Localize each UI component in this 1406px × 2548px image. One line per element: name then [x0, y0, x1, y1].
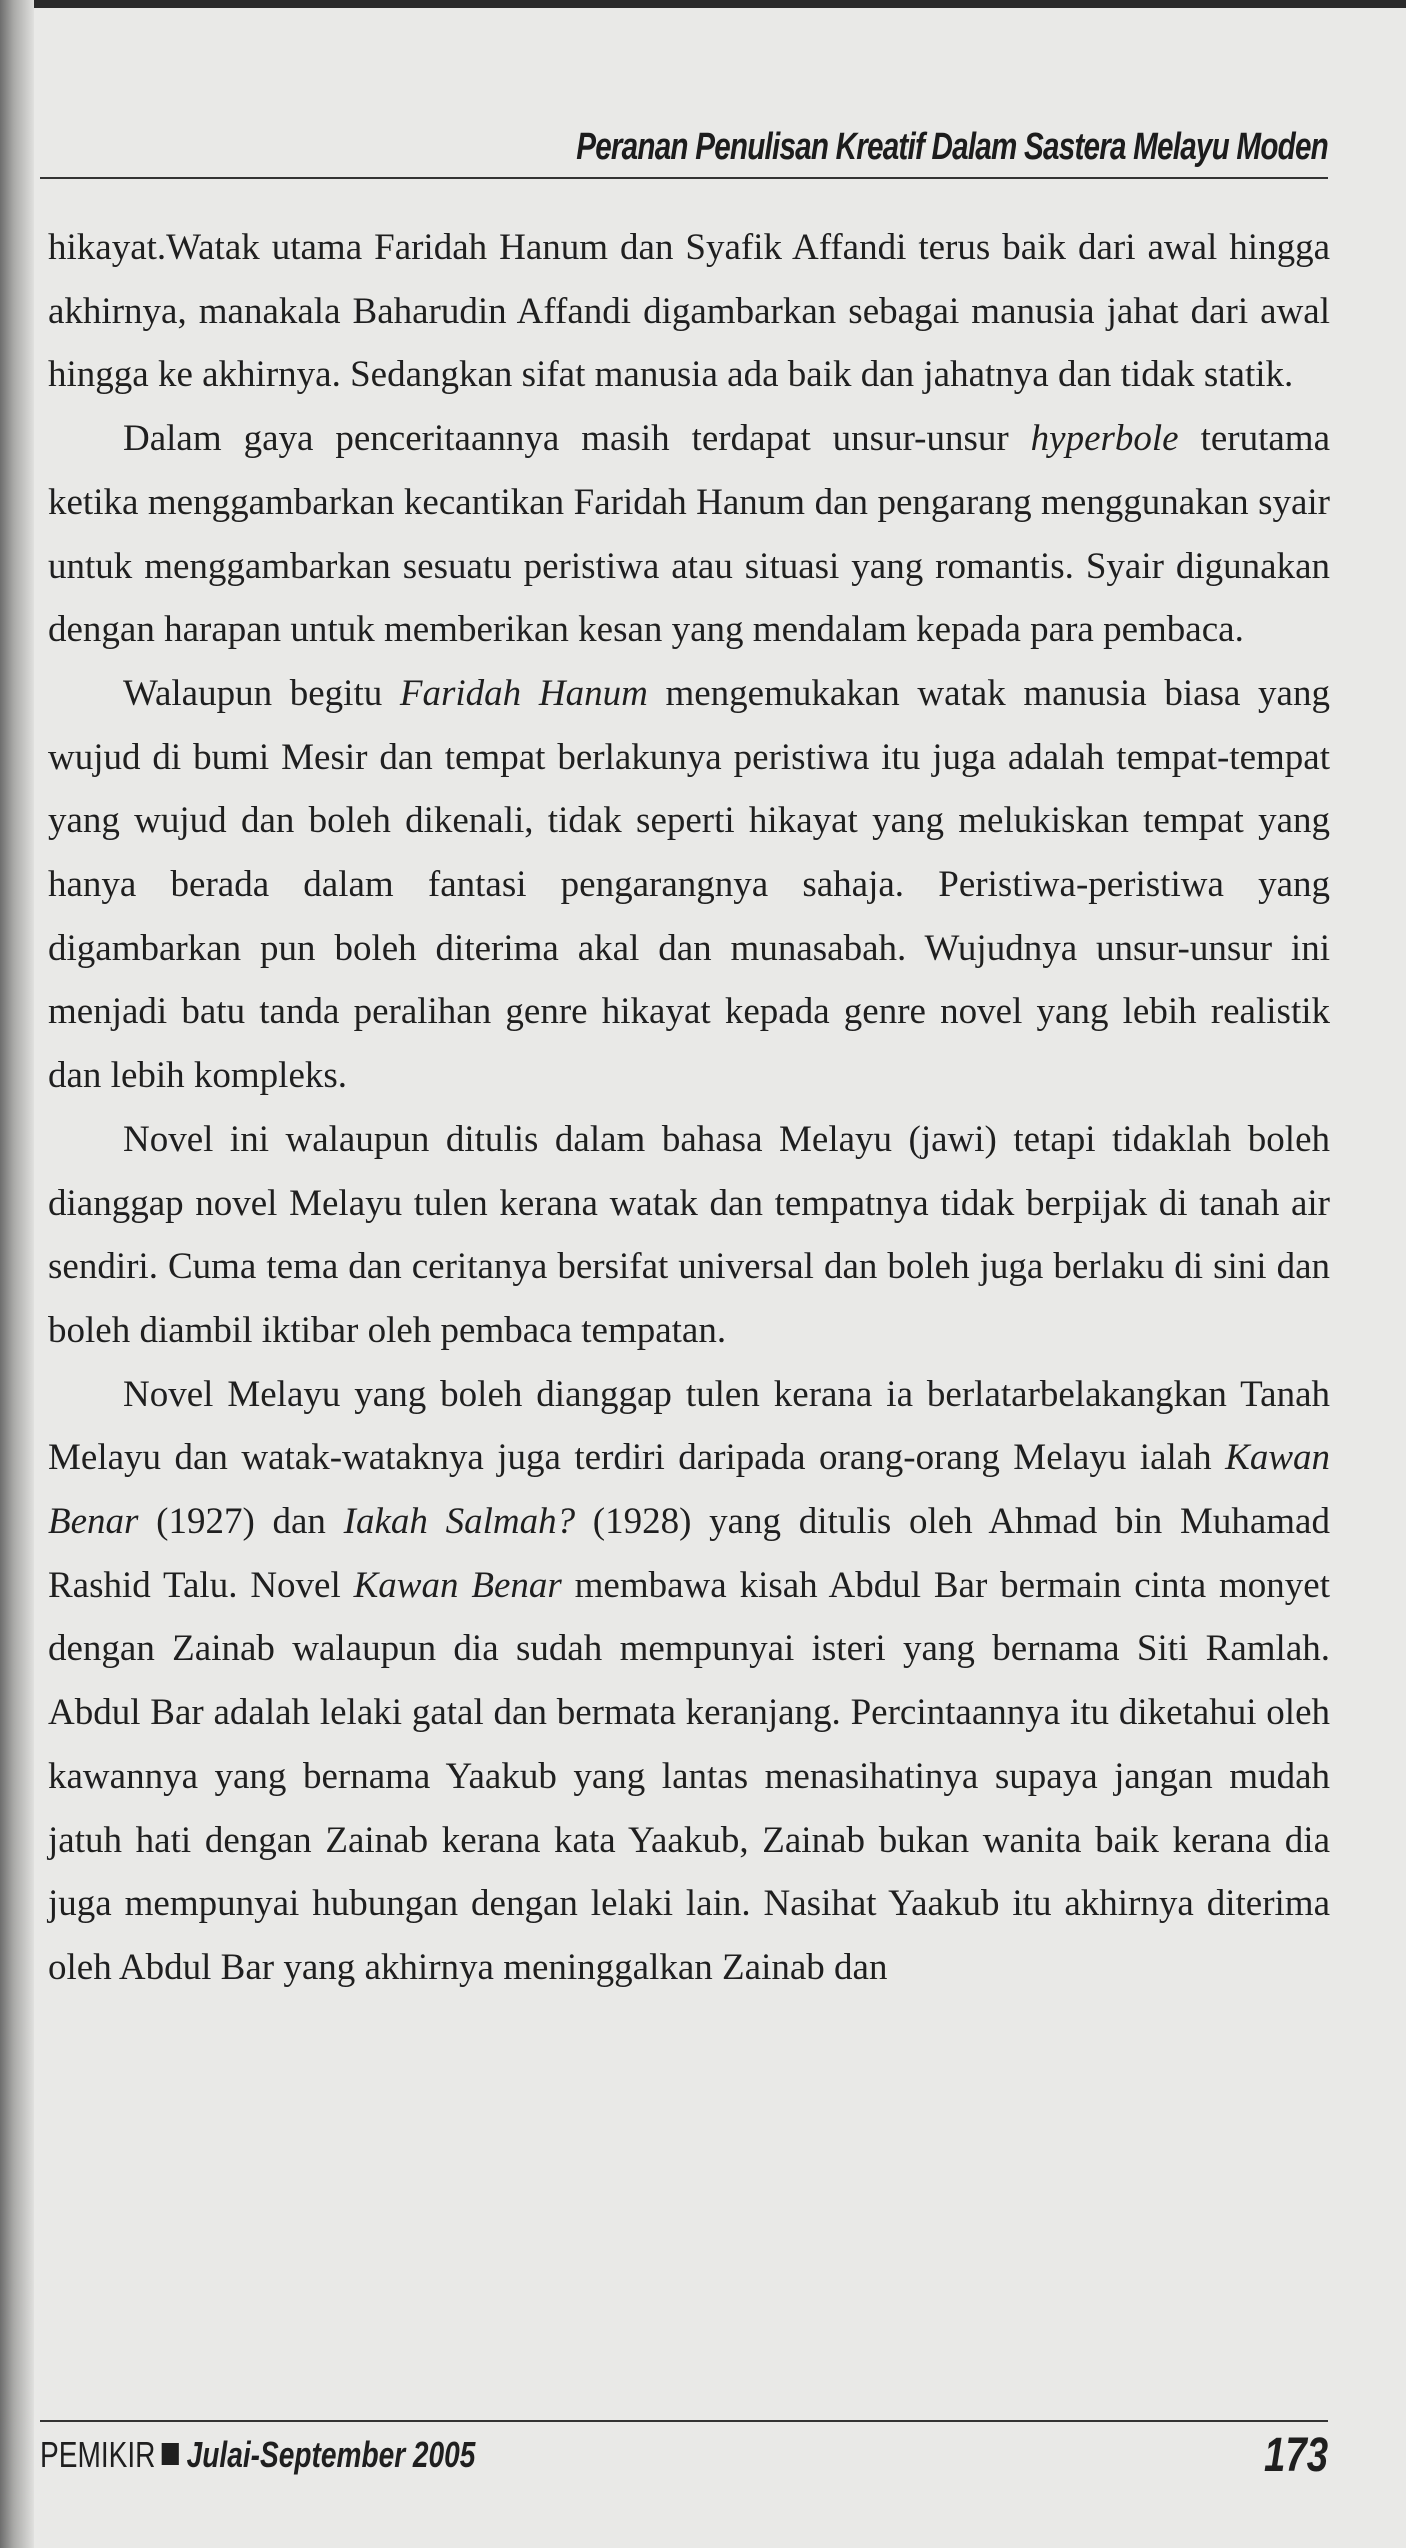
paragraph-3 [48, 662, 1330, 1108]
paragraph-5 [48, 1363, 1330, 2000]
paragraph-2-text-b: terutama ketika menggambarkan kecantikan Faridah Hanum dan pengarang menggunakan syair untuk menggambarkan sesuatu peristiwa atau situasi yang romantis. Syair digunakan dengan harapan untuk memberikan kesan yang mendalam kepada para pembaca. [48, 418, 1330, 651]
paragraph-2-text-a: Dalam gaya penceritaannya masih terdapat unsur-unsur [123, 418, 1031, 460]
header-rule [40, 177, 1328, 179]
paragraph-5-italic-title-1: Kawan Benar [48, 1437, 1330, 1543]
paragraph-2 [48, 407, 1330, 662]
body-text [48, 216, 1330, 2000]
paragraph-5-italic-title-3: Kawan Benar [353, 1564, 562, 1606]
paragraph-5-italic-title-2: Iakah Salmah? [343, 1501, 576, 1543]
paragraph-5-text-d: membawa kisah Abdul Bar bermain cinta monyet dengan Zainab walaupun dia sudah mempunyai isteri yang bernama Siti Ramlah. Abdul Bar adalah lelaki gatal dan bermata keranjang. Percintaannya itu diketahui oleh kawannya yang bernama Yaakub yang lantas menasihatinya supaya jangan mudah jatuh hati dengan Zainab kerana kata Yaakub, Zainab bukan wanita baik kerana dia juga mempunyai hubungan dengan lelaki lain. Nasihat Yaakub itu akhirnya diterima oleh Abdul Bar yang akhirnya meninggalkan Zainab dan [48, 1564, 1331, 1988]
page-footer [40, 2428, 1328, 2488]
square-bullet-icon [162, 2443, 179, 2465]
paragraph-5-text-a: Novel Melayu yang boleh dianggap tulen kerana ia berlatarbelakangkan Tanah Melayu dan watak-wataknya juga terdiri daripada orang-orang Melayu ialah [48, 1373, 1330, 1479]
paragraph-3-text-b: mengemukakan watak manusia biasa yang wujud di bumi Mesir dan tempat berlakunya peristiwa itu juga adalah tempat-tempat yang wujud dan boleh dikenali, tidak seperti hikayat yang melukiskan tempat yang hanya berada dalam fantasi pengarangnya sahaja. Peristiwa-peristiwa yang digambarkan pun boleh diterima akal dan munasabah. Wujudnya unsur-unsur ini menjadi batu tanda peralihan genre hikayat kepada genre novel yang lebih realistik dan lebih kompleks. [48, 672, 1330, 1097]
paragraph-5-text-c: (1928) yang ditulis oleh Ahmad bin Muhamad Rashid Talu. Novel [48, 1501, 1330, 1606]
footer-journal-info [40, 2434, 475, 2476]
paragraph-1: hikayat.Watak utama Faridah Hanum dan Syafik Affandi terus baik dari awal hingga akhirnya, manakala Baharudin Affandi digambarkan sebagai manusia jahat dari awal hingga ke akhirnya. Sedangkan sifat manusia ada baik dan jahatnya dan tidak statik. [48, 227, 1330, 396]
running-head: Peranan Penulisan Kreatif Dalam Sastera Melayu Moden [576, 126, 1328, 168]
page-top-edge [0, 0, 1406, 8]
page-number: 173 [1263, 2429, 1328, 2482]
paragraph-3-text-a: Walaupun begitu [123, 672, 400, 714]
footer-rule [40, 2420, 1328, 2422]
journal-issue: Julai-September 2005 [186, 2434, 476, 2475]
book-spine-shadow [0, 0, 34, 2548]
paragraph-4: Novel ini walaupun ditulis dalam bahasa Melayu (jawi) tetapi tidaklah boleh dianggap novel Melayu tulen kerana watak dan tempatnya tidak berpijak di tanah air sendiri. Cuma tema dan ceritanya bersifat universal dan boleh juga berlaku di sini dan boleh diambil iktibar oleh pembaca tempatan. [48, 1118, 1330, 1351]
paragraph-5-text-b: (1927) dan [138, 1501, 344, 1543]
paragraph-2-italic-term: hyperbole [1030, 418, 1179, 460]
journal-name: PEMIKIR [40, 2434, 156, 2475]
paragraph-3-italic-title: Faridah Hanum [399, 672, 648, 714]
